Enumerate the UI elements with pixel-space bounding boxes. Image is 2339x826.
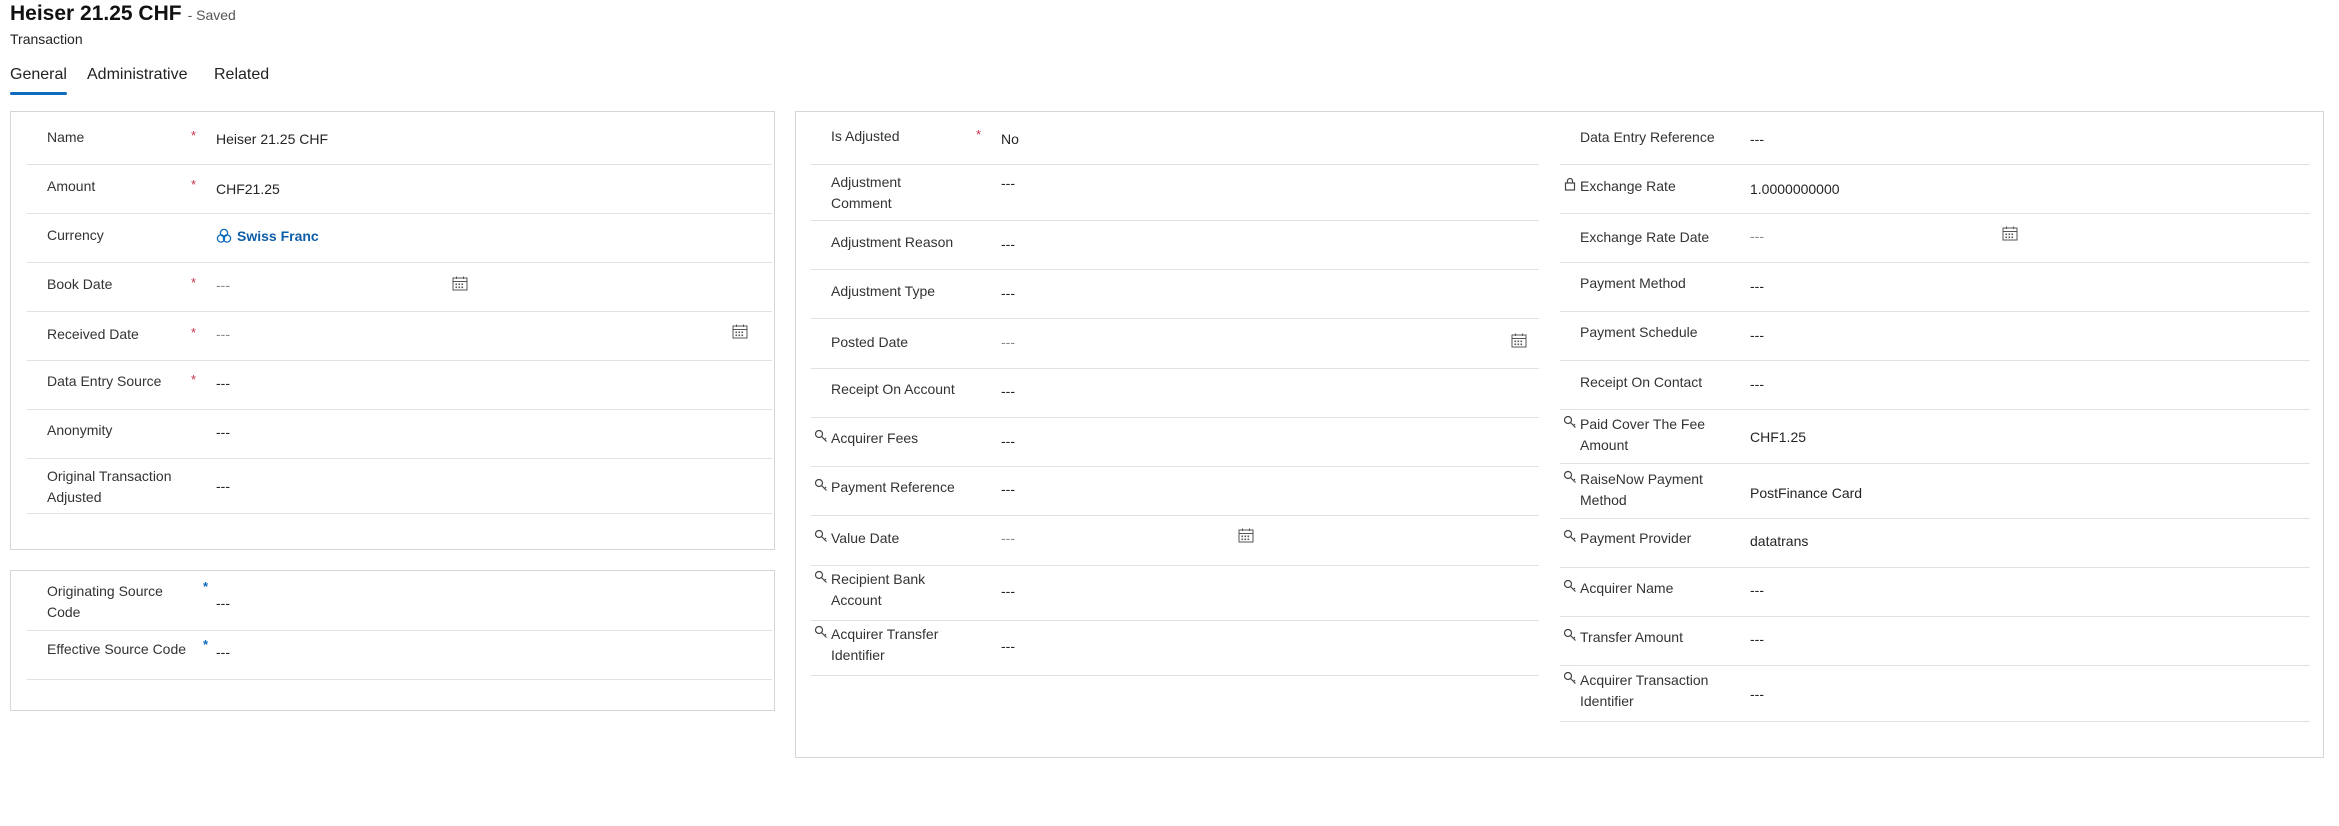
key-icon <box>1563 671 1577 685</box>
acquirer-fees-field: --- <box>1001 433 1015 449</box>
data-entry-reference-row <box>1560 112 2310 165</box>
adjustment-type-select[interactable]: --- <box>1001 285 1015 301</box>
data-entry-reference-field[interactable]: --- <box>1750 131 1764 147</box>
receipt-on-contact-label: Receipt On Contact <box>1580 374 1703 390</box>
raisenow-payment-method-label: RaiseNow Payment Method <box>1580 469 1703 511</box>
currency-link[interactable]: Swiss Franc <box>237 228 319 244</box>
receipt-on-account-field[interactable]: --- <box>1001 383 1015 399</box>
payment-provider-field: datatrans <box>1750 533 1809 549</box>
acquirer-transaction-identifier-row <box>1560 665 2310 722</box>
receipt-on-account-label: Receipt On Account <box>831 381 955 397</box>
paid-cover-the-fee-amount-label: Paid Cover The Fee Amount <box>1580 414 1705 456</box>
tab-administrative[interactable]: Administrative <box>87 66 188 83</box>
is-adjusted-toggle[interactable]: No <box>1001 131 1019 147</box>
posted-date-row <box>811 318 1539 369</box>
currency-label: Currency <box>47 227 104 243</box>
exchange-rate-date-input[interactable]: --- <box>1750 228 1764 244</box>
acquirer-transfer-identifier-label: Acquirer Transfer Identifier <box>831 624 938 666</box>
receipt-on-contact-field[interactable]: --- <box>1750 376 1764 392</box>
key-icon <box>814 478 828 492</box>
exchange-rate-label: Exchange Rate <box>1580 176 1676 197</box>
effective-source-code-row <box>27 630 772 680</box>
key-icon <box>1563 470 1577 484</box>
data-entry-source-row <box>27 360 772 410</box>
paid-cover-the-fee-amount-row <box>1560 409 2310 464</box>
amount-field[interactable]: CHF21.25 <box>216 181 280 197</box>
key-icon <box>814 570 828 584</box>
name-field[interactable]: Heiser 21.25 CHF <box>216 131 329 147</box>
book-date-label: Book Date <box>47 276 113 292</box>
original-transaction-adjusted-field[interactable]: --- <box>216 478 230 494</box>
book-date-input[interactable]: --- <box>216 277 230 293</box>
required-indicator: * <box>191 177 197 192</box>
calendar-icon <box>1238 528 1254 543</box>
paid-cover-the-fee-amount-field: CHF1.25 <box>1750 429 1807 445</box>
general-section <box>10 111 775 550</box>
acquirer-name-field: --- <box>1750 582 1764 598</box>
payment-method-select[interactable]: --- <box>1750 278 1764 294</box>
value-date-label: Value Date <box>831 528 899 549</box>
acquirer-transfer-identifier-field: --- <box>1001 638 1015 654</box>
originating-source-code-field[interactable]: --- <box>216 595 230 611</box>
received-date-input[interactable]: --- <box>216 326 230 342</box>
payment-reference-label: Payment Reference <box>831 477 955 498</box>
acquirer-name-row <box>1560 567 2310 617</box>
payment-method-row <box>1560 262 2310 312</box>
save-status: - Saved <box>187 7 236 23</box>
anonymity-select[interactable]: --- <box>216 424 230 440</box>
acquirer-transaction-identifier-field: --- <box>1750 686 1764 702</box>
original-transaction-adjusted-label: Original Transaction Adjusted <box>47 468 172 505</box>
acquirer-fees-row <box>811 417 1539 467</box>
posted-date-label: Posted Date <box>831 334 909 350</box>
value-date-row <box>811 515 1539 566</box>
exchange-rate-row <box>1560 164 2310 214</box>
required-indicator: * <box>191 128 197 143</box>
key-icon <box>1563 415 1577 429</box>
entity-name: Transaction <box>10 31 83 47</box>
transfer-amount-label: Transfer Amount <box>1580 627 1683 648</box>
acquirer-name-label: Acquirer Name <box>1580 578 1673 599</box>
required-indicator: * <box>191 372 197 387</box>
payment-reference-row <box>811 466 1539 516</box>
payment-schedule-field[interactable]: --- <box>1750 327 1764 343</box>
lock-icon <box>1563 177 1577 191</box>
data-entry-reference-label: Data Entry Reference <box>1580 129 1715 145</box>
acquirer-fees-label: Acquirer Fees <box>831 428 918 449</box>
receipt-on-account-row <box>811 368 1539 418</box>
adjustment-type-label: Adjustment Type <box>831 283 936 299</box>
data-entry-source-select[interactable]: --- <box>216 375 230 391</box>
payment-reference-field: --- <box>1001 481 1015 497</box>
amount-label: Amount <box>47 178 96 194</box>
adjustment-comment-row <box>811 164 1539 221</box>
key-icon <box>814 529 828 543</box>
key-icon <box>1563 628 1577 642</box>
anonymity-row <box>27 409 772 459</box>
name-label: Name <box>47 129 85 145</box>
tab-related[interactable]: Related <box>214 66 270 83</box>
required-indicator: * <box>191 325 197 340</box>
is-adjusted-row <box>811 112 1539 165</box>
originating-source-code-row <box>27 571 772 631</box>
name-row <box>27 112 772 165</box>
effective-source-code-field[interactable]: --- <box>216 644 230 660</box>
received-date-label: Received Date <box>47 326 139 342</box>
adjustment-comment-field[interactable]: --- <box>1001 175 1015 191</box>
calendar-icon[interactable] <box>732 324 748 339</box>
payment-schedule-row <box>1560 311 2310 361</box>
receipt-on-contact-row <box>1560 360 2310 410</box>
payment-schedule-label: Payment Schedule <box>1580 324 1698 340</box>
transaction-details-section <box>795 111 2324 758</box>
payment-provider-row <box>1560 518 2310 568</box>
key-icon <box>1563 579 1577 593</box>
payment-provider-label: Payment Provider <box>1580 528 1691 549</box>
originating-source-code-label: Originating Source Code <box>47 583 163 620</box>
exchange-rate-date-label: Exchange Rate Date <box>1580 229 1710 245</box>
required-indicator: * <box>976 127 982 142</box>
acquirer-transfer-identifier-row <box>811 620 1539 676</box>
acquirer-transaction-identifier-label: Acquirer Transaction Identifier <box>1580 670 1708 712</box>
currency-globe-icon <box>216 228 232 244</box>
calendar-icon[interactable] <box>452 276 468 291</box>
original-transaction-adjusted-row <box>27 458 772 514</box>
effective-source-code-label: Effective Source Code <box>47 641 187 657</box>
currency-row <box>27 213 772 263</box>
adjustment-comment-label: Adjustment Comment <box>831 174 902 211</box>
exchange-rate-date-row <box>1560 213 2310 263</box>
required-indicator: * <box>191 275 197 290</box>
exchange-rate-field: 1.0000000000 <box>1750 181 1840 197</box>
key-icon <box>814 625 828 639</box>
adjustment-reason-select[interactable]: --- <box>1001 236 1015 252</box>
raisenow-payment-method-row <box>1560 463 2310 519</box>
adjustment-type-row <box>811 269 1539 319</box>
is-adjusted-label: Is Adjusted <box>831 128 900 144</box>
recommended-indicator: * <box>203 579 209 594</box>
transfer-amount-row <box>1560 616 2310 666</box>
received-date-row <box>27 311 772 361</box>
calendar-icon[interactable] <box>1511 333 1527 348</box>
tab-general[interactable]: General <box>10 66 67 83</box>
posted-date-input[interactable]: --- <box>1001 334 1015 350</box>
recommended-indicator: * <box>203 637 209 652</box>
record-title: Heiser 21.25 CHF - Saved <box>10 2 236 25</box>
recipient-bank-account-field: --- <box>1001 583 1015 599</box>
recipient-bank-account-label: Recipient Bank Account <box>831 569 925 611</box>
raisenow-payment-method-field: PostFinance Card <box>1750 485 1863 501</box>
key-icon <box>814 429 828 443</box>
value-date-input: --- <box>1001 530 1015 546</box>
amount-row <box>27 164 772 214</box>
anonymity-label: Anonymity <box>47 422 113 438</box>
key-icon <box>1563 529 1577 543</box>
source-code-section <box>10 570 775 711</box>
recipient-bank-account-row <box>811 565 1539 621</box>
calendar-icon[interactable] <box>2002 226 2018 241</box>
payment-method-label: Payment Method <box>1580 275 1686 291</box>
currency-field[interactable] <box>216 226 319 246</box>
adjustment-reason-label: Adjustment Reason <box>831 234 954 250</box>
adjustment-reason-row <box>811 220 1539 270</box>
transfer-amount-field: --- <box>1750 631 1764 647</box>
data-entry-source-label: Data Entry Source <box>47 373 162 389</box>
book-date-row <box>27 262 772 312</box>
